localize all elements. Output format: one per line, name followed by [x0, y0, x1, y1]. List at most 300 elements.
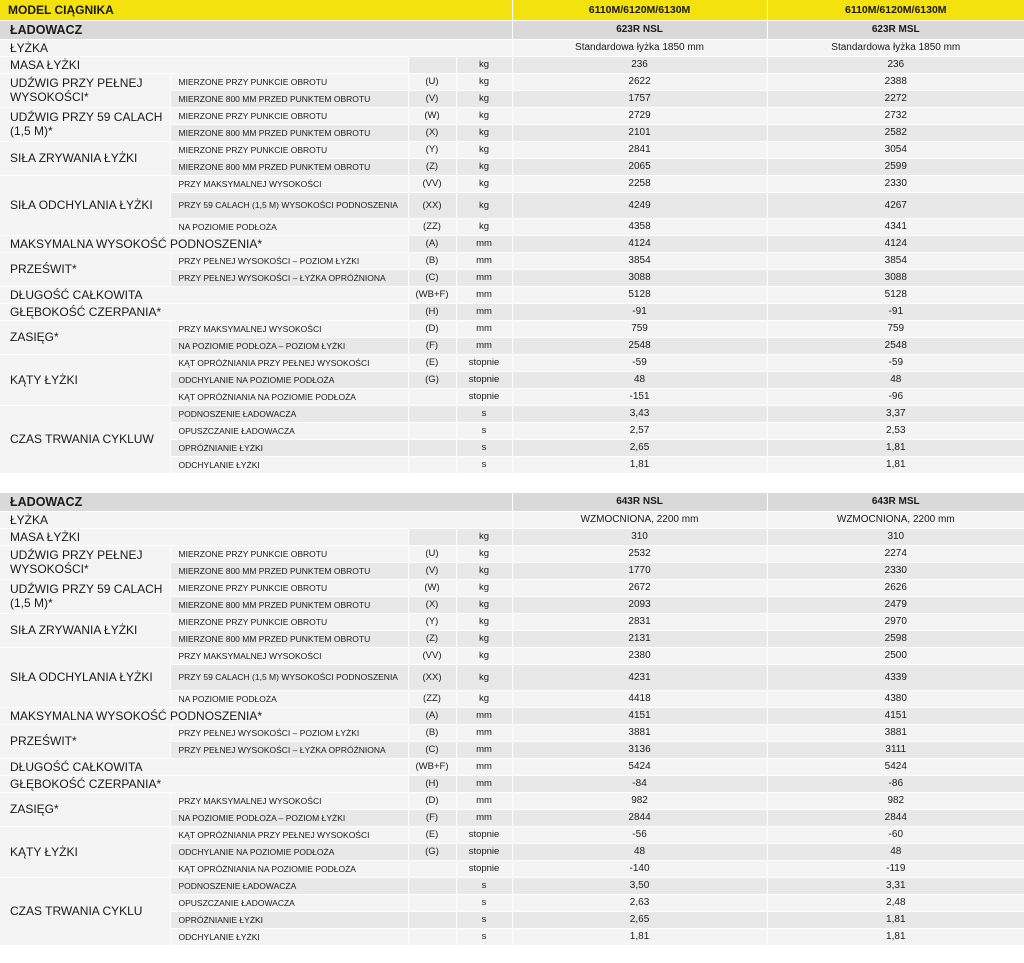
spec-unit: mm: [456, 269, 512, 286]
spec-condition: ODCHYLANIE ŁYŻKI: [170, 456, 408, 473]
spec-value-1: 310: [512, 528, 767, 545]
spec-unit: stopnie: [456, 826, 512, 843]
spec-value-2: -119: [767, 860, 1024, 877]
spec-label: GŁĘBOKOŚĆ CZERPANIA*: [0, 303, 408, 320]
spec-condition: PRZY MAKSYMALNEJ WYSOKOŚCI: [170, 175, 408, 192]
spec-code: (V): [408, 562, 456, 579]
spec-condition: PODNOSZENIE ŁADOWACZA: [170, 877, 408, 894]
spec-condition: PRZY PEŁNEJ WYSOKOŚCI – ŁYŻKA OPRÓŻNIONA: [170, 741, 408, 758]
spec-value-2: 2388: [767, 73, 1024, 90]
spec-value-1: 3,50: [512, 877, 767, 894]
spec-value-1: 2831: [512, 613, 767, 630]
spec-condition: MIERZONE 800 MM PRZED PUNKTEM OBROTU: [170, 630, 408, 647]
model-name-1: 643R NSL: [512, 493, 767, 511]
spec-value-2: 3,31: [767, 877, 1024, 894]
spec-condition: PRZY MAKSYMALNEJ WYSOKOŚCI: [170, 792, 408, 809]
spec-value-2: 3111: [767, 741, 1024, 758]
spec-unit: kg: [456, 562, 512, 579]
spec-unit: kg: [456, 90, 512, 107]
spec-value-2: 2330: [767, 562, 1024, 579]
loader-table-a: [0, 21, 1024, 474]
spec-value-1: 4358: [512, 218, 767, 235]
spec-unit: stopnie: [456, 843, 512, 860]
spec-condition: PRZY MAKSYMALNEJ WYSOKOŚCI: [170, 320, 408, 337]
spec-value-2: 3,37: [767, 405, 1024, 422]
spec-value-1: 3881: [512, 724, 767, 741]
spec-value-2: 1,81: [767, 456, 1024, 473]
spec-condition: PRZY MAKSYMALNEJ WYSOKOŚCI: [170, 647, 408, 664]
spec-value-2: 2970: [767, 613, 1024, 630]
spec-value-2: 3881: [767, 724, 1024, 741]
spec-value-2: 3054: [767, 141, 1024, 158]
spec-unit: kg: [456, 158, 512, 175]
spec-value-1: 2093: [512, 596, 767, 613]
spec-code: (D): [408, 320, 456, 337]
spec-row: [0, 826, 1024, 843]
spec-condition: ODCHYLANIE NA POZIOMIE PODŁOŻA: [170, 843, 408, 860]
spec-label: CZAS TRWANIA CYKLU: [0, 877, 170, 945]
spec-label: SIŁA ZRYWANIA ŁYŻKI: [0, 141, 170, 175]
spec-row: [0, 877, 1024, 894]
spec-label: KĄTY ŁYŻKI: [0, 826, 170, 877]
spec-value-1: -140: [512, 860, 767, 877]
spec-code: (Y): [408, 141, 456, 158]
spec-unit: kg: [456, 192, 512, 218]
spec-unit: mm: [456, 775, 512, 792]
header-model-col-2: 6110M/6120M/6130M: [767, 0, 1024, 21]
spec-row: [0, 613, 1024, 630]
spec-row: [0, 286, 1024, 303]
spec-unit: kg: [456, 579, 512, 596]
spec-condition: PRZY 59 CALACH (1,5 M) WYSOKOŚCI PODNOSZENIA: [170, 192, 408, 218]
section-title: ŁADOWACZ: [0, 493, 512, 511]
spec-row: [0, 303, 1024, 320]
spec-row: [0, 707, 1024, 724]
spec-value-1: 3088: [512, 269, 767, 286]
spec-code: [408, 860, 456, 877]
spec-unit: kg: [456, 141, 512, 158]
spec-value-1: 2131: [512, 630, 767, 647]
spec-code: [408, 877, 456, 894]
spec-code: (X): [408, 124, 456, 141]
loader-table-b-body: [0, 493, 1024, 945]
spec-value-2: 2500: [767, 647, 1024, 664]
spec-code: (G): [408, 371, 456, 388]
spec-row: [0, 107, 1024, 124]
spec-code: (VV): [408, 175, 456, 192]
spec-unit: kg: [456, 690, 512, 707]
spec-code: [408, 528, 456, 545]
spec-value-2: 1,81: [767, 928, 1024, 945]
spec-unit: s: [456, 422, 512, 439]
bucket-row: [0, 39, 1024, 56]
spec-value-1: 4151: [512, 707, 767, 724]
spec-row: [0, 405, 1024, 422]
spec-value-2: 4267: [767, 192, 1024, 218]
spec-value-2: 759: [767, 320, 1024, 337]
spec-row: [0, 141, 1024, 158]
spec-value-2: -96: [767, 388, 1024, 405]
spec-value-1: 2844: [512, 809, 767, 826]
spec-row: [0, 56, 1024, 73]
spec-value-2: -59: [767, 354, 1024, 371]
spec-value-1: 2101: [512, 124, 767, 141]
spec-row: [0, 252, 1024, 269]
spec-condition: OPUSZCZANIE ŁADOWACZA: [170, 894, 408, 911]
spec-condition: NA POZIOMIE PODŁOŻA – POZIOM ŁYŻKI: [170, 809, 408, 826]
spec-code: [408, 422, 456, 439]
spec-code: (Y): [408, 613, 456, 630]
spec-value-1: 2258: [512, 175, 767, 192]
spec-label: UDŹWIG PRZY 59 CALACH (1,5 M)*: [0, 107, 170, 141]
spec-condition: MIERZONE PRZY PUNKCIE OBROTU: [170, 545, 408, 562]
spec-value-2: 2582: [767, 124, 1024, 141]
spec-value-2: 4339: [767, 664, 1024, 690]
spec-value-2: 2599: [767, 158, 1024, 175]
spec-unit: s: [456, 894, 512, 911]
spec-value-1: 2672: [512, 579, 767, 596]
spec-unit: s: [456, 456, 512, 473]
spec-code: (WB+F): [408, 286, 456, 303]
spec-value-1: -151: [512, 388, 767, 405]
spec-label: UDŹWIG PRZY 59 CALACH (1,5 M)*: [0, 579, 170, 613]
spec-value-2: 2844: [767, 809, 1024, 826]
spec-label: SIŁA ODCHYLANIA ŁYŻKI: [0, 175, 170, 235]
spec-value-1: 2532: [512, 545, 767, 562]
spec-condition: NA POZIOMIE PODŁOŻA: [170, 218, 408, 235]
spec-unit: kg: [456, 107, 512, 124]
spec-value-2: 2598: [767, 630, 1024, 647]
spec-code: (XX): [408, 664, 456, 690]
spec-label: KĄTY ŁYŻKI: [0, 354, 170, 405]
spec-value-1: 4124: [512, 235, 767, 252]
spec-code: (W): [408, 107, 456, 124]
spec-unit: s: [456, 405, 512, 422]
header-table: [0, 0, 1024, 21]
spec-value-1: 2,65: [512, 439, 767, 456]
spec-value-1: 2065: [512, 158, 767, 175]
spec-code: [408, 405, 456, 422]
spec-condition: OPRÓŻNIANIE ŁYŻKI: [170, 439, 408, 456]
spec-value-1: 2,65: [512, 911, 767, 928]
spec-code: (H): [408, 775, 456, 792]
spec-code: (Z): [408, 630, 456, 647]
spec-code: [408, 56, 456, 73]
spec-row: [0, 724, 1024, 741]
spec-row: [0, 354, 1024, 371]
spec-condition: ODCHYLANIE ŁYŻKI: [170, 928, 408, 945]
spec-value-1: 2548: [512, 337, 767, 354]
model-name-1: 623R NSL: [512, 21, 767, 39]
spec-condition: KĄT OPRÓŻNIANIA PRZY PEŁNEJ WYSOKOŚCI: [170, 826, 408, 843]
spec-row: [0, 647, 1024, 664]
spec-value-2: -60: [767, 826, 1024, 843]
spec-condition: MIERZONE 800 MM PRZED PUNKTEM OBROTU: [170, 90, 408, 107]
spec-label: MAKSYMALNA WYSOKOŚĆ PODNOSZENIA*: [0, 707, 408, 724]
spec-code: (B): [408, 724, 456, 741]
spec-value-2: 2,48: [767, 894, 1024, 911]
spec-value-2: 2,53: [767, 422, 1024, 439]
spec-value-1: -59: [512, 354, 767, 371]
spec-code: (C): [408, 741, 456, 758]
spec-label: MASA ŁYŻKI: [0, 528, 408, 545]
spec-value-1: 5424: [512, 758, 767, 775]
model-name-2: 643R MSL: [767, 493, 1024, 511]
section-header-row: [0, 21, 1024, 39]
spec-label: PRZEŚWIT*: [0, 724, 170, 758]
spec-value-1: 2622: [512, 73, 767, 90]
spec-condition: ODCHYLANIE NA POZIOMIE PODŁOŻA: [170, 371, 408, 388]
spec-value-2: 4380: [767, 690, 1024, 707]
spec-code: (WB+F): [408, 758, 456, 775]
spec-label: SIŁA ZRYWANIA ŁYŻKI: [0, 613, 170, 647]
spec-value-2: 3088: [767, 269, 1024, 286]
spec-code: (H): [408, 303, 456, 320]
bucket-spec-2: WZMOCNIONA, 2200 mm: [767, 511, 1024, 528]
spec-value-1: 982: [512, 792, 767, 809]
spec-value-2: 2626: [767, 579, 1024, 596]
spec-value-1: 3136: [512, 741, 767, 758]
spec-code: (W): [408, 579, 456, 596]
spec-label: ZASIĘG*: [0, 792, 170, 826]
spec-condition: MIERZONE PRZY PUNKCIE OBROTU: [170, 107, 408, 124]
bucket-spec-1: Standardowa łyżka 1850 mm: [512, 39, 767, 56]
spec-code: [408, 456, 456, 473]
spec-value-2: -91: [767, 303, 1024, 320]
spec-code: (A): [408, 707, 456, 724]
spec-condition: NA POZIOMIE PODŁOŻA: [170, 690, 408, 707]
spec-unit: s: [456, 877, 512, 894]
spec-row: [0, 775, 1024, 792]
spec-condition: KĄT OPRÓŻNIANIA NA POZIOMIE PODŁOŻA: [170, 388, 408, 405]
spec-code: (F): [408, 337, 456, 354]
spec-condition: PRZY PEŁNEJ WYSOKOŚCI – POZIOM ŁYŻKI: [170, 724, 408, 741]
spec-condition: MIERZONE 800 MM PRZED PUNKTEM OBROTU: [170, 124, 408, 141]
spec-unit: mm: [456, 724, 512, 741]
spec-unit: stopnie: [456, 354, 512, 371]
spec-label: UDŹWIG PRZY PEŁNEJ WYSOKOŚCI*: [0, 545, 170, 579]
spec-condition: PRZY PEŁNEJ WYSOKOŚCI – POZIOM ŁYŻKI: [170, 252, 408, 269]
spec-label: CZAS TRWANIA CYKLUW: [0, 405, 170, 473]
spec-unit: mm: [456, 809, 512, 826]
spec-value-2: 48: [767, 843, 1024, 860]
spec-unit: kg: [456, 175, 512, 192]
spec-label: DŁUGOŚĆ CAŁKOWITA: [0, 758, 408, 775]
spec-condition: PRZY PEŁNEJ WYSOKOŚCI – ŁYŻKA OPRÓŻNIONA: [170, 269, 408, 286]
spec-unit: mm: [456, 286, 512, 303]
spec-value-1: 2380: [512, 647, 767, 664]
spec-value-2: 236: [767, 56, 1024, 73]
spec-unit: mm: [456, 741, 512, 758]
spec-row: [0, 545, 1024, 562]
bucket-row: [0, 511, 1024, 528]
spec-value-2: 1,81: [767, 911, 1024, 928]
spec-value-2: 5128: [767, 286, 1024, 303]
header-model-col-1: 6110M/6120M/6130M: [512, 0, 767, 21]
spec-value-2: 2548: [767, 337, 1024, 354]
spec-value-1: -91: [512, 303, 767, 320]
spec-condition: MIERZONE PRZY PUNKCIE OBROTU: [170, 141, 408, 158]
spec-unit: mm: [456, 235, 512, 252]
spec-label: SIŁA ODCHYLANIA ŁYŻKI: [0, 647, 170, 707]
spec-unit: kg: [456, 124, 512, 141]
spec-code: [408, 928, 456, 945]
spec-value-1: 3,43: [512, 405, 767, 422]
bucket-label: ŁYŻKA: [0, 511, 512, 528]
spec-value-1: 759: [512, 320, 767, 337]
spec-row: [0, 579, 1024, 596]
spec-unit: kg: [456, 596, 512, 613]
spec-code: (C): [408, 269, 456, 286]
spec-unit: mm: [456, 758, 512, 775]
spec-code: (U): [408, 73, 456, 90]
spec-code: (B): [408, 252, 456, 269]
spec-label: UDŹWIG PRZY PEŁNEJ WYSOKOŚCI*: [0, 73, 170, 107]
spec-value-2: 4124: [767, 235, 1024, 252]
spec-unit: kg: [456, 647, 512, 664]
section-title: ŁADOWACZ: [0, 21, 512, 39]
spec-condition: MIERZONE PRZY PUNKCIE OBROTU: [170, 613, 408, 630]
spec-value-1: 1,81: [512, 928, 767, 945]
header-title: MODEL CIĄGNIKA: [0, 0, 512, 21]
spec-row: [0, 73, 1024, 90]
spec-value-1: 48: [512, 371, 767, 388]
loader-table-b: [0, 493, 1024, 946]
spec-code: (Z): [408, 158, 456, 175]
spec-unit: mm: [456, 303, 512, 320]
spec-condition: MIERZONE 800 MM PRZED PUNKTEM OBROTU: [170, 562, 408, 579]
loader-table-a-body: [0, 21, 1024, 473]
spec-value-1: 5128: [512, 286, 767, 303]
spec-label: MASA ŁYŻKI: [0, 56, 408, 73]
spec-code: (X): [408, 596, 456, 613]
spec-condition: NA POZIOMIE PODŁOŻA – POZIOM ŁYŻKI: [170, 337, 408, 354]
spec-value-2: 4151: [767, 707, 1024, 724]
spec-value-1: 236: [512, 56, 767, 73]
bucket-label: ŁYŻKA: [0, 39, 512, 56]
spec-row: [0, 175, 1024, 192]
spec-unit: kg: [456, 56, 512, 73]
spec-code: (ZZ): [408, 218, 456, 235]
spec-condition: KĄT OPRÓŻNIANIA PRZY PEŁNEJ WYSOKOŚCI: [170, 354, 408, 371]
spec-code: (V): [408, 90, 456, 107]
spec-condition: OPRÓŻNIANIE ŁYŻKI: [170, 911, 408, 928]
spec-value-2: 48: [767, 371, 1024, 388]
spec-value-1: 4418: [512, 690, 767, 707]
bucket-spec-1: WZMOCNIONA, 2200 mm: [512, 511, 767, 528]
spec-value-2: 310: [767, 528, 1024, 545]
spec-value-1: 2841: [512, 141, 767, 158]
spec-unit: kg: [456, 664, 512, 690]
spec-unit: mm: [456, 320, 512, 337]
spec-value-2: 2479: [767, 596, 1024, 613]
spec-value-2: -86: [767, 775, 1024, 792]
spec-label: PRZEŚWIT*: [0, 252, 170, 286]
spec-value-1: -56: [512, 826, 767, 843]
spec-value-1: 1770: [512, 562, 767, 579]
spec-row: [0, 235, 1024, 252]
spec-code: (XX): [408, 192, 456, 218]
spec-unit: stopnie: [456, 388, 512, 405]
spec-condition: PRZY 59 CALACH (1,5 M) WYSOKOŚCI PODNOSZENIA: [170, 664, 408, 690]
spec-condition: MIERZONE PRZY PUNKCIE OBROTU: [170, 73, 408, 90]
spec-row: [0, 792, 1024, 809]
section-header-row: [0, 493, 1024, 511]
spec-condition: KĄT OPRÓŻNIANIA NA POZIOMIE PODŁOŻA: [170, 860, 408, 877]
header-row: [0, 0, 1024, 21]
spec-unit: kg: [456, 528, 512, 545]
spec-unit: stopnie: [456, 371, 512, 388]
spec-value-2: 2330: [767, 175, 1024, 192]
spec-value-2: 5424: [767, 758, 1024, 775]
spec-unit: s: [456, 439, 512, 456]
spec-value-1: -84: [512, 775, 767, 792]
spec-value-1: 4231: [512, 664, 767, 690]
spec-code: [408, 388, 456, 405]
spec-label: GŁĘBOKOŚĆ CZERPANIA*: [0, 775, 408, 792]
spec-value-2: 3854: [767, 252, 1024, 269]
spec-condition: MIERZONE PRZY PUNKCIE OBROTU: [170, 579, 408, 596]
spec-value-2: 4341: [767, 218, 1024, 235]
spec-code: [408, 911, 456, 928]
spec-unit: kg: [456, 630, 512, 647]
spec-code: (D): [408, 792, 456, 809]
spec-code: [408, 439, 456, 456]
spec-value-1: 2,57: [512, 422, 767, 439]
spec-value-2: 2272: [767, 90, 1024, 107]
spec-code: (A): [408, 235, 456, 252]
spec-unit: s: [456, 928, 512, 945]
spec-value-2: 2274: [767, 545, 1024, 562]
spec-unit: kg: [456, 613, 512, 630]
spec-unit: mm: [456, 707, 512, 724]
spec-label: ZASIĘG*: [0, 320, 170, 354]
spec-value-1: 3854: [512, 252, 767, 269]
spec-code: (VV): [408, 647, 456, 664]
spec-condition: OPUSZCZANIE ŁADOWACZA: [170, 422, 408, 439]
spec-code: [408, 894, 456, 911]
spec-code: (E): [408, 354, 456, 371]
spec-row: [0, 320, 1024, 337]
spec-code: (E): [408, 826, 456, 843]
spec-unit: mm: [456, 252, 512, 269]
spec-value-1: 48: [512, 843, 767, 860]
spec-row: [0, 528, 1024, 545]
spec-value-2: 2732: [767, 107, 1024, 124]
spec-unit: kg: [456, 218, 512, 235]
spec-unit: mm: [456, 792, 512, 809]
spec-code: (G): [408, 843, 456, 860]
spec-code: (ZZ): [408, 690, 456, 707]
spec-value-1: 1,81: [512, 456, 767, 473]
spec-value-2: 1,81: [767, 439, 1024, 456]
spec-unit: mm: [456, 337, 512, 354]
model-name-2: 623R MSL: [767, 21, 1024, 39]
spec-condition: MIERZONE 800 MM PRZED PUNKTEM OBROTU: [170, 158, 408, 175]
spec-unit: kg: [456, 73, 512, 90]
bucket-spec-2: Standardowa łyżka 1850 mm: [767, 39, 1024, 56]
spec-label: DŁUGOŚĆ CAŁKOWITA: [0, 286, 408, 303]
spec-condition: PODNOSZENIE ŁADOWACZA: [170, 405, 408, 422]
spec-value-1: 2,63: [512, 894, 767, 911]
spec-code: (F): [408, 809, 456, 826]
spec-unit: kg: [456, 545, 512, 562]
spec-value-1: 1757: [512, 90, 767, 107]
spec-condition: MIERZONE 800 MM PRZED PUNKTEM OBROTU: [170, 596, 408, 613]
spec-value-1: 4249: [512, 192, 767, 218]
spec-row: [0, 758, 1024, 775]
spec-code: (U): [408, 545, 456, 562]
